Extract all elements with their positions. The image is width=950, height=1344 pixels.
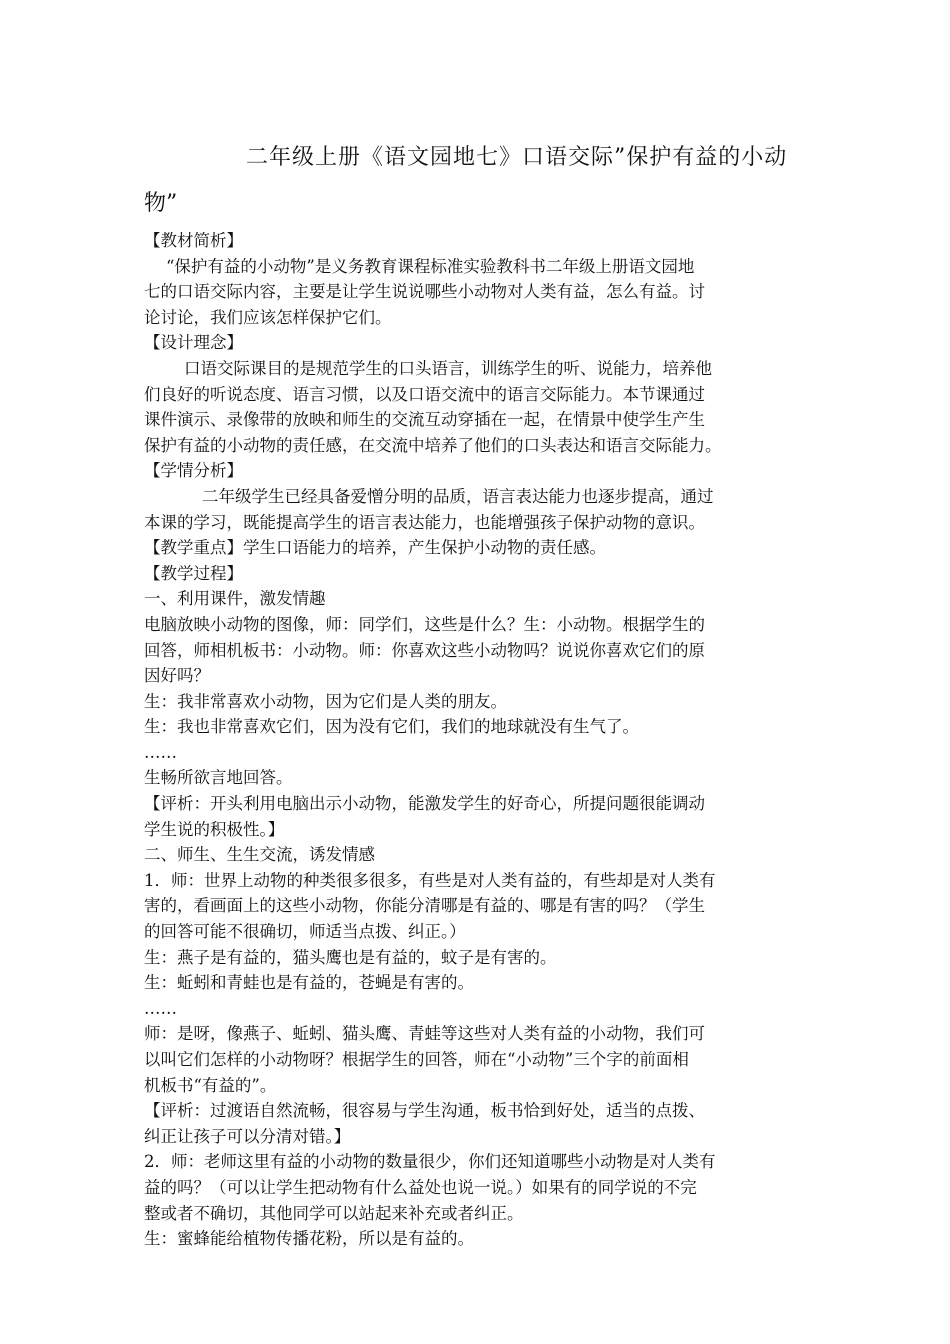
section-heading: 【设计理念】	[144, 333, 243, 353]
paragraph-line: 生畅所欲言地回答。	[144, 768, 293, 788]
paragraph-line: 2．师：老师这里有益的小动物的数量很少，你们还知道哪些小动物是对人类有	[144, 1152, 716, 1172]
ellipsis-line: ……	[144, 742, 177, 762]
ellipsis-line: ……	[144, 998, 177, 1018]
commentary-line: 纠正让孩子可以分清对错。】	[144, 1126, 351, 1146]
paragraph-line: 害的，看画面上的这些小动物，你能分清哪是有益的、哪是有害的吗？（学生	[144, 896, 705, 916]
dialogue-line: 生：我也非常喜欢它们，因为没有它们，我们的地球就没有生气了。	[144, 717, 639, 737]
section-heading: 【教材简析】	[144, 231, 243, 250]
paragraph-line: 口语交际课目的是规范学生的口头语言，训练学生的听、说能力，培养他	[184, 358, 712, 378]
commentary-line: 学生说的积极性。】	[144, 819, 285, 839]
dialogue-line: 生：蚯蚓和青蛙也是有益的，苍蝇是有害的。	[144, 973, 474, 993]
section-heading: 【教学重点】学生口语能力的培养，产生保护小动物的责任感。	[144, 538, 606, 558]
document-body	[144, 228, 810, 1252]
dialogue-line: 生：燕子是有益的，猫头鹰也是有益的，蚊子是有害的。	[144, 947, 557, 967]
paragraph-line: 回答，师相机板书：小动物。师：你喜欢这些小动物吗？说说你喜欢它们的原	[144, 640, 705, 660]
dialogue-line: 生：蜜蜂能给植物传播花粉，所以是有益的。	[144, 1229, 474, 1249]
section-heading: 【教学过程】	[144, 563, 243, 583]
paragraph-line: 保护有益的小动物的责任感，在交流中培养了他们的口头表达和语言交际能力。	[144, 435, 722, 455]
document-title-line-2: 物”	[144, 191, 178, 216]
commentary-line: 【评析：过渡语自然流畅，很容易与学生沟通，板书恰到好处，适当的点拨、	[144, 1101, 705, 1121]
paragraph-line: 益的吗？（可以让学生把动物有什么益处也说一说。）如果有的同学说的不完	[144, 1177, 697, 1197]
paragraph-line: 二年级学生已经具备爱憎分明的品质，语言表达能力也逐步提高，通过	[202, 486, 714, 506]
paragraph-line: 因好吗？	[144, 666, 210, 686]
paragraph-line: 1．师：世界上动物的种类很多很多，有些是对人类有益的，有些却是对人类有	[144, 870, 716, 890]
paragraph-line: 以叫它们怎样的小动物呀？根据学生的回答，师在“小动物”三个字的前面相	[144, 1050, 689, 1069]
paragraph-line: 的回答可能不很确切，师适当点拨、纠正。）	[144, 922, 466, 942]
paragraph-line: 们良好的听说态度、语言习惯，以及口语交流中的语言交际能力。本节课通过	[144, 384, 705, 404]
paragraph-line: 本课的学习，既能提高学生的语言表达能力，也能增强孩子保护动物的意识。	[144, 512, 705, 532]
paragraph-line: 课件演示、录像带的放映和师生的交流互动穿插在一起，在情景中使学生产生	[144, 410, 705, 430]
commentary-line: 【评析：开头利用电脑出示小动物，能激发学生的好奇心，所提问题很能调动	[144, 794, 705, 814]
dialogue-line: 生：我非常喜欢小动物，因为它们是人类的朋友。	[144, 691, 507, 711]
document-title-line-1: 二年级上册《语文园地七》口语交际”保护有益的小动	[246, 145, 788, 170]
paragraph-line: 电脑放映小动物的图像，师：同学们，这些是什么？生：小动物。根据学生的	[144, 614, 705, 634]
paragraph-line: 整或者不确切，其他同学可以站起来补充或者纠正。	[144, 1203, 524, 1223]
paragraph-line: 师：是呀，像燕子、蚯蚓、猫头鹰、青蛙等这些对人类有益的小动物，我们可	[144, 1024, 705, 1044]
subsection-heading: 一、利用课件，激发情趣	[144, 589, 326, 609]
paragraph-line: 论讨论，我们应该怎样保护它们。	[144, 307, 392, 327]
paragraph-line: 机板书“有益的”。	[144, 1075, 277, 1095]
subsection-heading: 二、师生、生生交流，诱发情感	[144, 845, 375, 865]
paragraph-line: 七的口语交际内容，主要是让学生说说哪些小动物对人类有益，怎么有益。讨	[144, 282, 705, 302]
paragraph-line: “保护有益的小动物”是义务教育课程标准实验教科书二年级上册语文园地	[166, 256, 695, 276]
section-heading: 【学情分析】	[144, 461, 243, 481]
